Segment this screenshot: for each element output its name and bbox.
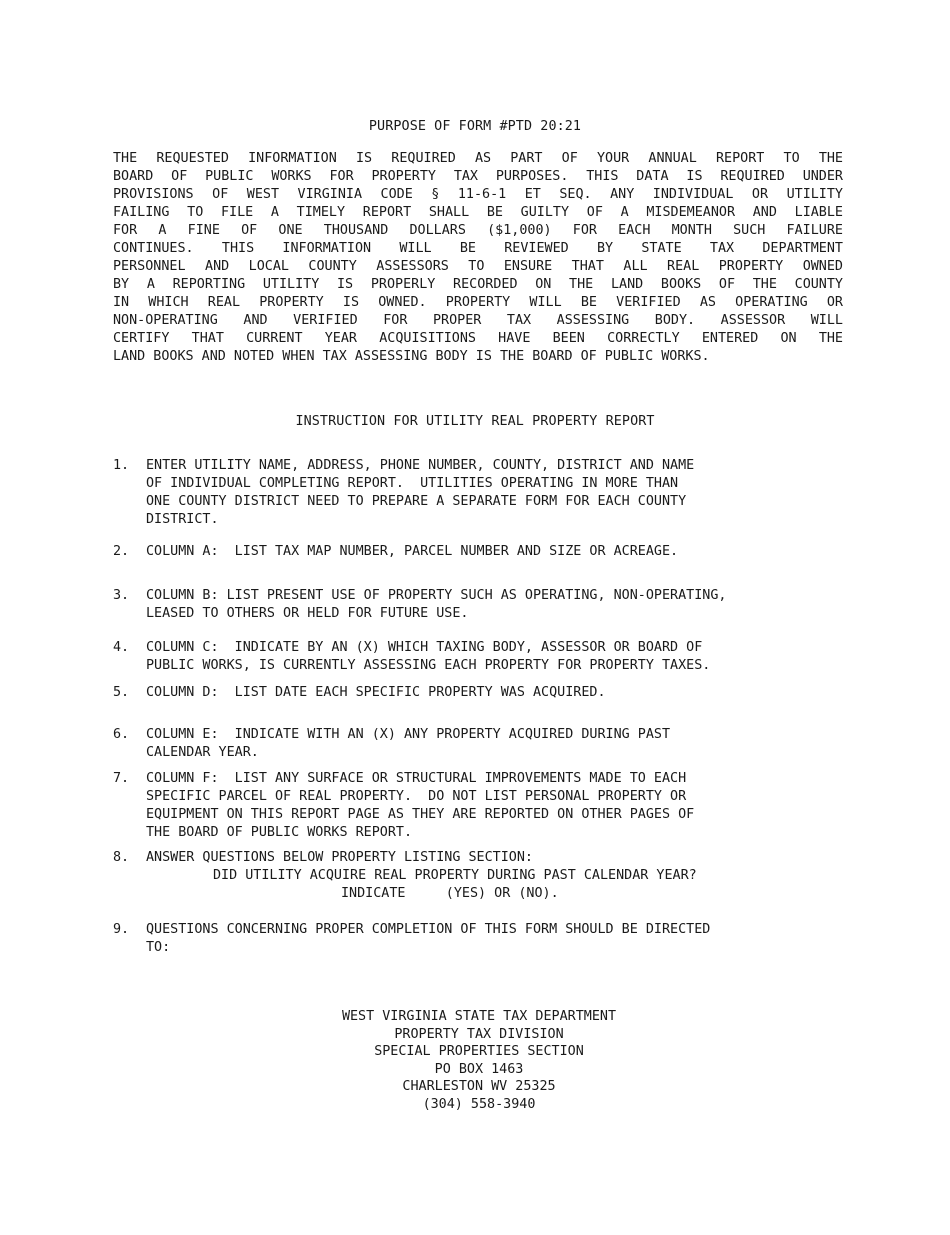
item-line: COLUMN A: LIST TAX MAP NUMBER, PARCEL NUMBER AND SIZE OR ACREAGE. bbox=[146, 544, 679, 559]
item-subline: DID UTILITY ACQUIRE REAL PROPERTY DURING PAST CALENDAR YEAR? bbox=[213, 868, 697, 883]
item-line: CALENDAR YEAR. bbox=[146, 745, 259, 760]
item-line: OF INDIVIDUAL COMPLETING REPORT. UTILITIES OPERATING IN MORE THAN bbox=[146, 476, 679, 491]
item-number: 2. bbox=[113, 544, 130, 559]
purpose-line: THE REQUESTED INFORMATION IS REQUIRED AS PART OF YOUR ANNUAL REPORT TO THE bbox=[113, 151, 843, 166]
item-line: SPECIFIC PARCEL OF REAL PROPERTY. DO NOT LIST PERSONAL PROPERTY OR bbox=[146, 789, 687, 804]
item-line: THE BOARD OF PUBLIC WORKS REPORT. bbox=[146, 825, 413, 840]
contact-line: PROPERTY TAX DIVISION bbox=[394, 1026, 564, 1042]
purpose-line: LAND BOOKS AND NOTED WHEN TAX ASSESSING BODY IS THE BOARD OF PUBLIC WORKS. bbox=[113, 349, 710, 364]
item-line: COLUMN F: LIST ANY SURFACE OR STRUCTURAL IMPROVEMENTS MADE TO EACH bbox=[146, 771, 687, 786]
purpose-line: PERSONNEL AND LOCAL COUNTY ASSESSORS TO ENSURE THAT ALL REAL PROPERTY OWNED bbox=[113, 259, 843, 274]
item-line: DISTRICT. bbox=[146, 512, 219, 527]
item-line: ONE COUNTY DISTRICT NEED TO PREPARE A SEPARATE FORM FOR EACH COUNTY bbox=[146, 494, 687, 509]
item-line: ANSWER QUESTIONS BELOW PROPERTY LISTING SECTION: bbox=[146, 850, 533, 865]
item-line: PUBLIC WORKS, IS CURRENTLY ASSESSING EACH PROPERTY FOR PROPERTY TAXES. bbox=[146, 658, 711, 673]
item-subline: INDICATE (YES) OR (NO). bbox=[341, 886, 559, 901]
contact-line: SPECIAL PROPERTIES SECTION bbox=[374, 1044, 584, 1060]
item-line: COLUMN B: LIST PRESENT USE OF PROPERTY SUCH AS OPERATING, NON-OPERATING, bbox=[146, 588, 727, 603]
purpose-line: FAILING TO FILE A TIMELY REPORT SHALL BE GUILTY OF A MISDEMEANOR AND LIABLE bbox=[113, 205, 843, 220]
item-line: COLUMN D: LIST DATE EACH SPECIFIC PROPERTY WAS ACQUIRED. bbox=[146, 685, 606, 700]
purpose-line: IN WHICH REAL PROPERTY IS OWNED. PROPERTY WILL BE VERIFIED AS OPERATING OR bbox=[113, 295, 843, 310]
item-line: ENTER UTILITY NAME, ADDRESS, PHONE NUMBER, COUNTY, DISTRICT AND NAME bbox=[146, 458, 695, 473]
item-line: EQUIPMENT ON THIS REPORT PAGE AS THEY ARE REPORTED ON OTHER PAGES OF bbox=[146, 807, 695, 822]
instructions-title: INSTRUCTION FOR UTILITY REAL PROPERTY REPORT bbox=[295, 414, 655, 429]
purpose-line: BOARD OF PUBLIC WORKS FOR PROPERTY TAX PURPOSES. THIS DATA IS REQUIRED UNDER bbox=[113, 169, 843, 184]
purpose-line: FOR A FINE OF ONE THOUSAND DOLLARS ($1,000) FOR EACH MONTH SUCH FAILURE bbox=[113, 223, 843, 238]
item-line: COLUMN E: INDICATE WITH AN (X) ANY PROPERTY ACQUIRED DURING PAST bbox=[146, 727, 671, 742]
item-number: 8. bbox=[113, 850, 130, 865]
contact-line: WEST VIRGINIA STATE TAX DEPARTMENT bbox=[341, 1009, 617, 1024]
item-number: 5. bbox=[113, 685, 130, 700]
purpose-line: CONTINUES. THIS INFORMATION WILL BE REVIEWED BY STATE TAX DEPARTMENT bbox=[113, 241, 843, 256]
item-number: 6. bbox=[113, 727, 130, 742]
purpose-line: NON-OPERATING AND VERIFIED FOR PROPER TAX ASSESSING BODY. ASSESSOR WILL bbox=[113, 313, 843, 328]
item-line: QUESTIONS CONCERNING PROPER COMPLETION OF THIS FORM SHOULD BE DIRECTED bbox=[146, 922, 711, 937]
contact-address bbox=[0, 1008, 950, 1114]
purpose-line: BY A REPORTING UTILITY IS PROPERLY RECORDED ON THE LAND BOOKS OF THE COUNTY bbox=[113, 277, 843, 292]
purpose-line: PROVISIONS OF WEST VIRGINIA CODE § 11-6-1 ET SEQ. ANY INDIVIDUAL OR UTILITY bbox=[113, 187, 843, 202]
purpose-title: PURPOSE OF FORM #PTD 20:21 bbox=[368, 119, 582, 134]
contact-line: CHARLESTON WV 25325 bbox=[402, 1079, 556, 1095]
item-number: 4. bbox=[113, 640, 130, 655]
contact-line: PO BOX 1463 bbox=[434, 1061, 524, 1077]
item-number: 7. bbox=[113, 771, 130, 786]
item-line: COLUMN C: INDICATE BY AN (X) WHICH TAXING BODY, ASSESSOR OR BOARD OF bbox=[146, 640, 703, 655]
purpose-line: CERTIFY THAT CURRENT YEAR ACQUISITIONS HAVE BEEN CORRECTLY ENTERED ON THE bbox=[113, 331, 843, 346]
item-line: TO: bbox=[146, 940, 171, 955]
item-line: LEASED TO OTHERS OR HELD FOR FUTURE USE. bbox=[146, 606, 469, 621]
contact-line: (304) 558-3940 bbox=[422, 1096, 536, 1112]
item-number: 1. bbox=[113, 458, 130, 473]
item-number: 9. bbox=[113, 922, 130, 937]
item-number: 3. bbox=[113, 588, 130, 603]
